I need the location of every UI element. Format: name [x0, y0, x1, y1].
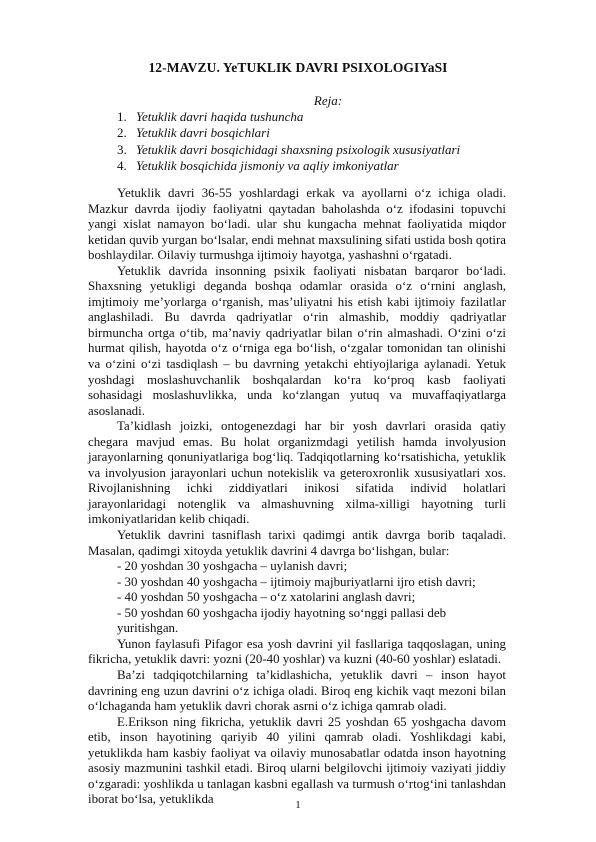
paragraph: Yetuklik davrini tasniflash tarixi qadimgi antik davrga borib taqaladi. Masalan, qadimgi xitoyda yetuklik davrini 4 davrga bo‘lishgan, bular:	[88, 528, 506, 558]
plan-item: 3. Yetuklik davri bosqichidagi shaxsning psixologik xususiyatlari	[117, 141, 461, 157]
plan-item: 2. Yetuklik davri bosqichlari	[117, 125, 270, 141]
plan-item: 1. Yetuklik davri haqida tushuncha	[117, 109, 304, 124]
body-text	[88, 186, 506, 808]
plan-list	[117, 109, 460, 175]
paragraph: Ba’zi tadqiqotchilarning ta’kidlashicha, yetuklik davri – inson hayot davrining eng uzun davrini o‘z ichiga oladi. Biroq eng kichik vaqt mezoni bilan o‘lchaganda ham yetuklik davri chorak asrni o‘z ichiga qamrab oladi.	[88, 667, 506, 714]
paragraph: Yetuklik davrida insonning psixik faoliyati nisbatan barqaror bo‘ladi. Shaxsning yetukligi deganda boshqa odamlar orasida o‘z o‘rnini anglash, imjtimoiy me’yorlarga o‘rganish, mas’uliyatni his etish kabi ijtimoiy fazilatlar anglashiladi. Bu davrda qadriyatlar o‘rin almashib, moddiy qadriyatlar birmuncha ortga o‘tib, ma’naviy qadriyatlar bilan o‘rin almashadi. O‘zini o‘zi hurmat qilish, hayotda o‘z o‘rniga ega bo‘lish, o‘zgalar tomonidan tan olinishi va o‘zini o‘zi tasdiqlash – bu davrning yetakchi ehtiyojlariga aylanadi. Yetuk yoshdagi moslashuvchanlik boshqalardan ko‘ra ko‘proq kasb faoliyati sohasidagi moslashuvlikka, unda ko‘zlangan yutuq va muvaffaqiyatlarga asoslanadi.	[88, 263, 506, 418]
paragraph: Yetuklik davri 36-55 yoshlardagi erkak va ayollarni o‘z ichiga oladi. Mazkur davrda ijodiy faoliyatni qaytadan baholashda o‘z ifodasini topuvchi yangi xislat namayon bo‘ladi. ular shu kungacha mehnat faoliyatida miqdor ketidan quvib yurgan bo‘lsalar, endi mehnat maxsulining sifati ustida bosh qotira boshlaydilar. Oilaviy turmushga ijtimoiy hayotga, yashashni o‘rgatadi.	[88, 186, 506, 263]
paragraph: E.Erikson ning fikricha, yetuklik davri 25 yoshdan 65 yoshgacha davom etib, inson hayotining qariyib 40 yilini qamrab oladi. Yoshlikdagi kabi, yetuklikda ham kasbiy faoliyat va oilaviy munosabatlar odatda inson hayotning asosiy mazmunini tashkil etadi. Biroq ularni belgilovchi ijtimoiy vaziyati jiddiy o‘zgaradi: yoshlikda u tanlagan kasbni egallash va turmush o‘rtog‘ini tanlashdan iborat bo‘lsa, yetuklikda	[88, 714, 506, 807]
paragraph: Ta’kidlash joizki, ontogenezdagi har bir yosh davrlari orasida qatiy chegara mavjud emas. Bu holat organizmdagi yetilish hamda involyusion jarayonlarning qonuniyatlariga bog‘liq. Tadqiqotlarning ko‘rsatishicha, yetuklik va involyusion jarayonlari uchun notekislik va geteroxronlik xususiyatlari xos. Rivojlanishning ichki ziddiyatlari inikosi sifatida individ holatlari jarayonlaridagi notenglik va almashuvning xilma-xilligi hayotning turli imkoniyatlaridan kelib chiqadi.	[88, 419, 506, 527]
dash-item: - 40 yoshdan 50 yoshgacha – o‘z xatolarini anglash davri;	[117, 590, 416, 605]
page-number: 1	[295, 799, 301, 811]
paragraph: Yunon faylasufi Pifagor esa yosh davrini yil fasllariga taqqoslagan, uning fikricha, yetuklik davri: yozni (20-40 yoshlar) va kuzni (40-60 yoshlar) eslatadi.	[88, 636, 506, 667]
dash-item: - 50 yoshdan 60 yoshgacha ijodiy hayotning so‘nggi pallasi deb yuritishgan.	[117, 605, 447, 636]
dash-item: - 20 yoshdan 30 yoshgacha – uylanish davri;	[117, 559, 348, 574]
plan-item: 4. Yetuklik bosqichida jismoniy va aqliy imkoniyatlar	[117, 158, 399, 174]
dash-item: - 30 yoshdan 40 yoshgacha – ijtimoiy majburiyatlarni ijro etish davri;	[117, 574, 476, 589]
plan-heading: Reja:	[313, 93, 343, 108]
page-title: 12-MAVZU. YeTUKLIK DAVRI PSIXOLOGIYaSI	[148, 60, 448, 75]
